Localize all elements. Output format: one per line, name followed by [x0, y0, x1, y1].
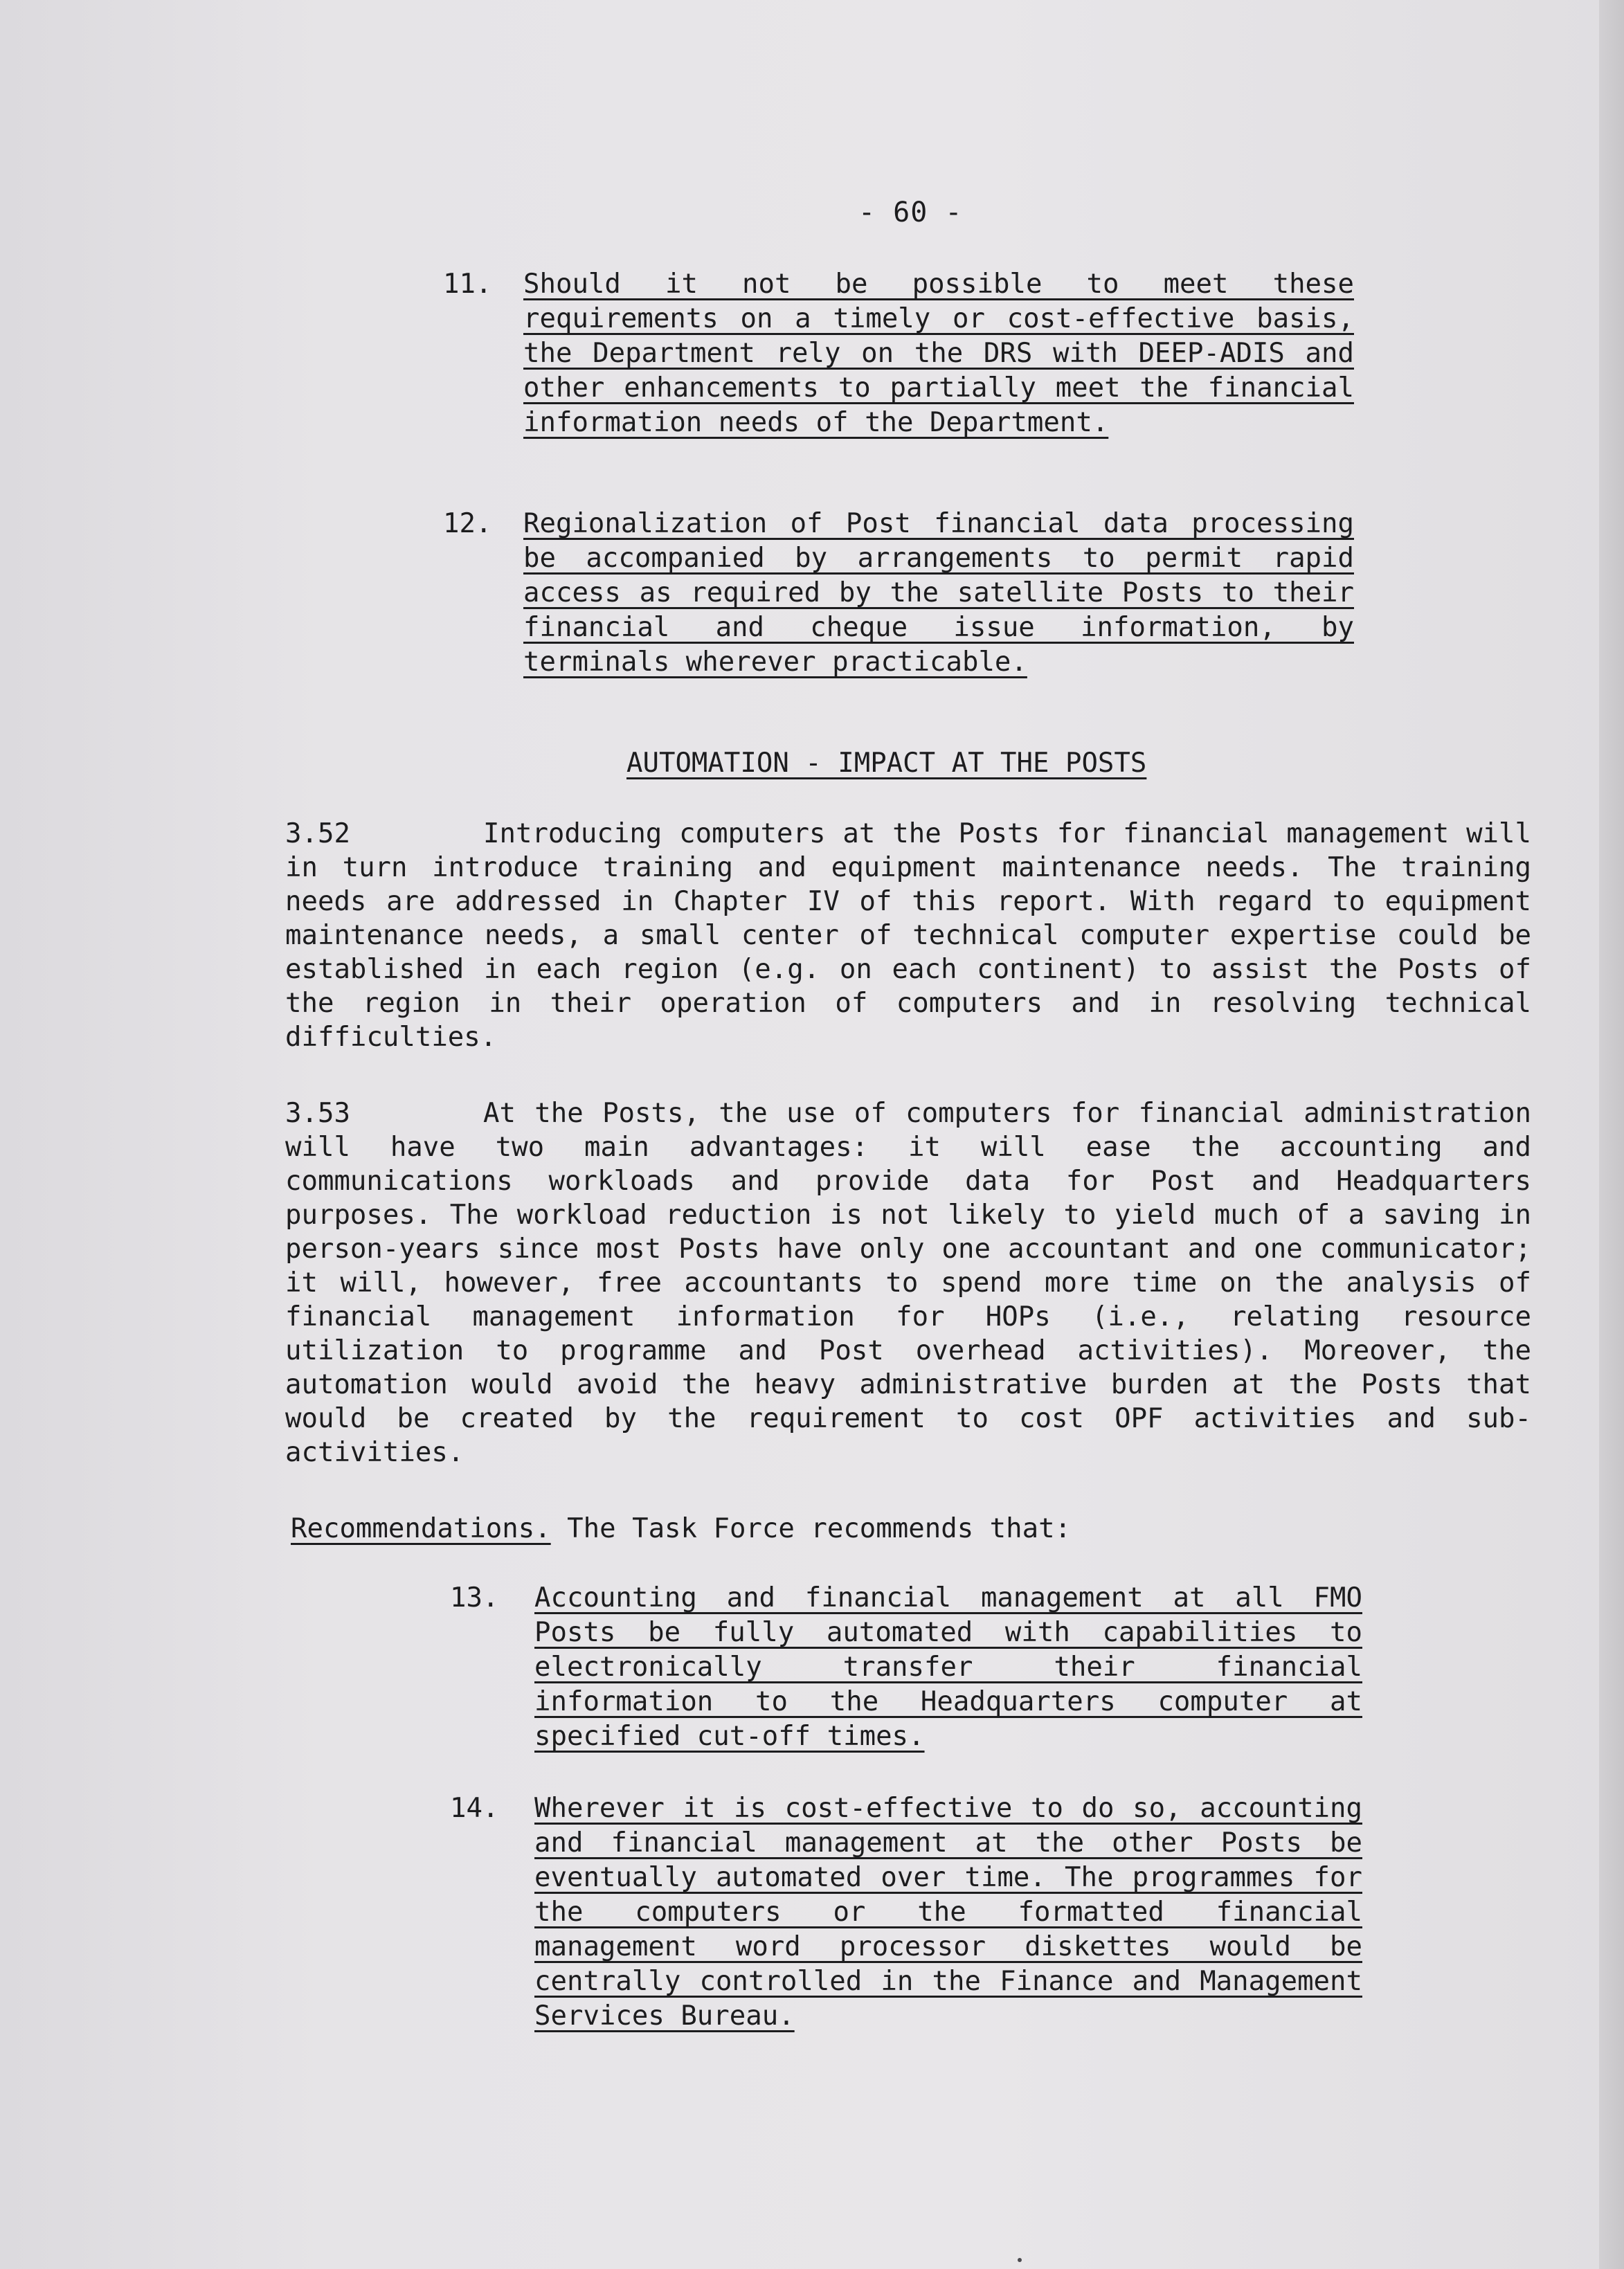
- paragraph-number: 3.52: [285, 818, 350, 849]
- recommendations-intro: The Task Force recommends that:: [567, 1513, 1072, 1544]
- scan-speck: [1018, 2258, 1022, 2262]
- paragraph-3-52: [285, 817, 1531, 1054]
- recommendation-number: 12.: [443, 508, 492, 539]
- recommendation-number: 13.: [450, 1582, 499, 1613]
- recommendation-number: 11.: [443, 269, 492, 300]
- page-edge-shadow: [1599, 0, 1624, 2269]
- recommendations-label: Recommendations.: [291, 1513, 551, 1544]
- page-number: - 60 -: [858, 197, 963, 228]
- paragraph-number: 3.53: [285, 1098, 350, 1129]
- paragraph-text: Introducing computers at the Posts for financial management will in turn introduce training and equipment maintenance needs. The training needs are addressed in Chapter IV of this report. With regard to equipment maintenance needs, a small center of technical computer expertise could be established in each region (e.g. on each continent) to assist the Posts of the region in their operation of computers and in resolving technical difficulties.: [285, 818, 1531, 1053]
- paragraph-3-53: [285, 1096, 1531, 1470]
- recommendation-text: Should it not be possible to meet these requirements on a timely or cost-effective basis, the Department rely on the DRS with DEEP-ADIS and other enhancements to partially meet the financial information needs of the Department.: [523, 269, 1354, 438]
- recommendation-text: Accounting and financial management at all FMO Posts be fully automated with capabilities to electronically transfer their financial information to the Headquarters computer at specified cut-off times.: [534, 1582, 1362, 1752]
- recommendation-text: Regionalization of Post financial data processing be accompanied by arrangements to permit rapid access as required by the satellite Posts to their financial and cheque issue information, by terminals wherever practicable.: [523, 508, 1354, 678]
- section-heading: AUTOMATION - IMPACT AT THE POSTS: [626, 748, 1147, 779]
- recommendation-text: Wherever it is cost-effective to do so, accounting and financial management at the other Posts be eventually automated over time. The programmes for the computers or the formatted financial management word processor diskettes would be centrally controlled in the Finance and Management Services Bureau.: [534, 1793, 1362, 2032]
- recommendations-heading: [291, 1513, 1071, 1544]
- recommendation-number: 14.: [450, 1793, 499, 1824]
- paragraph-text: At the Posts, the use of computers for financial administration will have two main advantages: it will ease the accounting and communications workloads and provide data for Post and Headquarters purposes. The workload reduction is not likely to yield much of a saving in person-years since most Posts have only one accountant and one communicator; it will, however, free accountants to spend more time on the analysis of financial management information for HOPs (i.e., relating resource utilization to programme and Post overhead activities). Moreover, the automation would avoid the heavy administrative burden at the Posts that would be created by the requirement to cost OPF activities and sub-activities.: [285, 1098, 1531, 1468]
